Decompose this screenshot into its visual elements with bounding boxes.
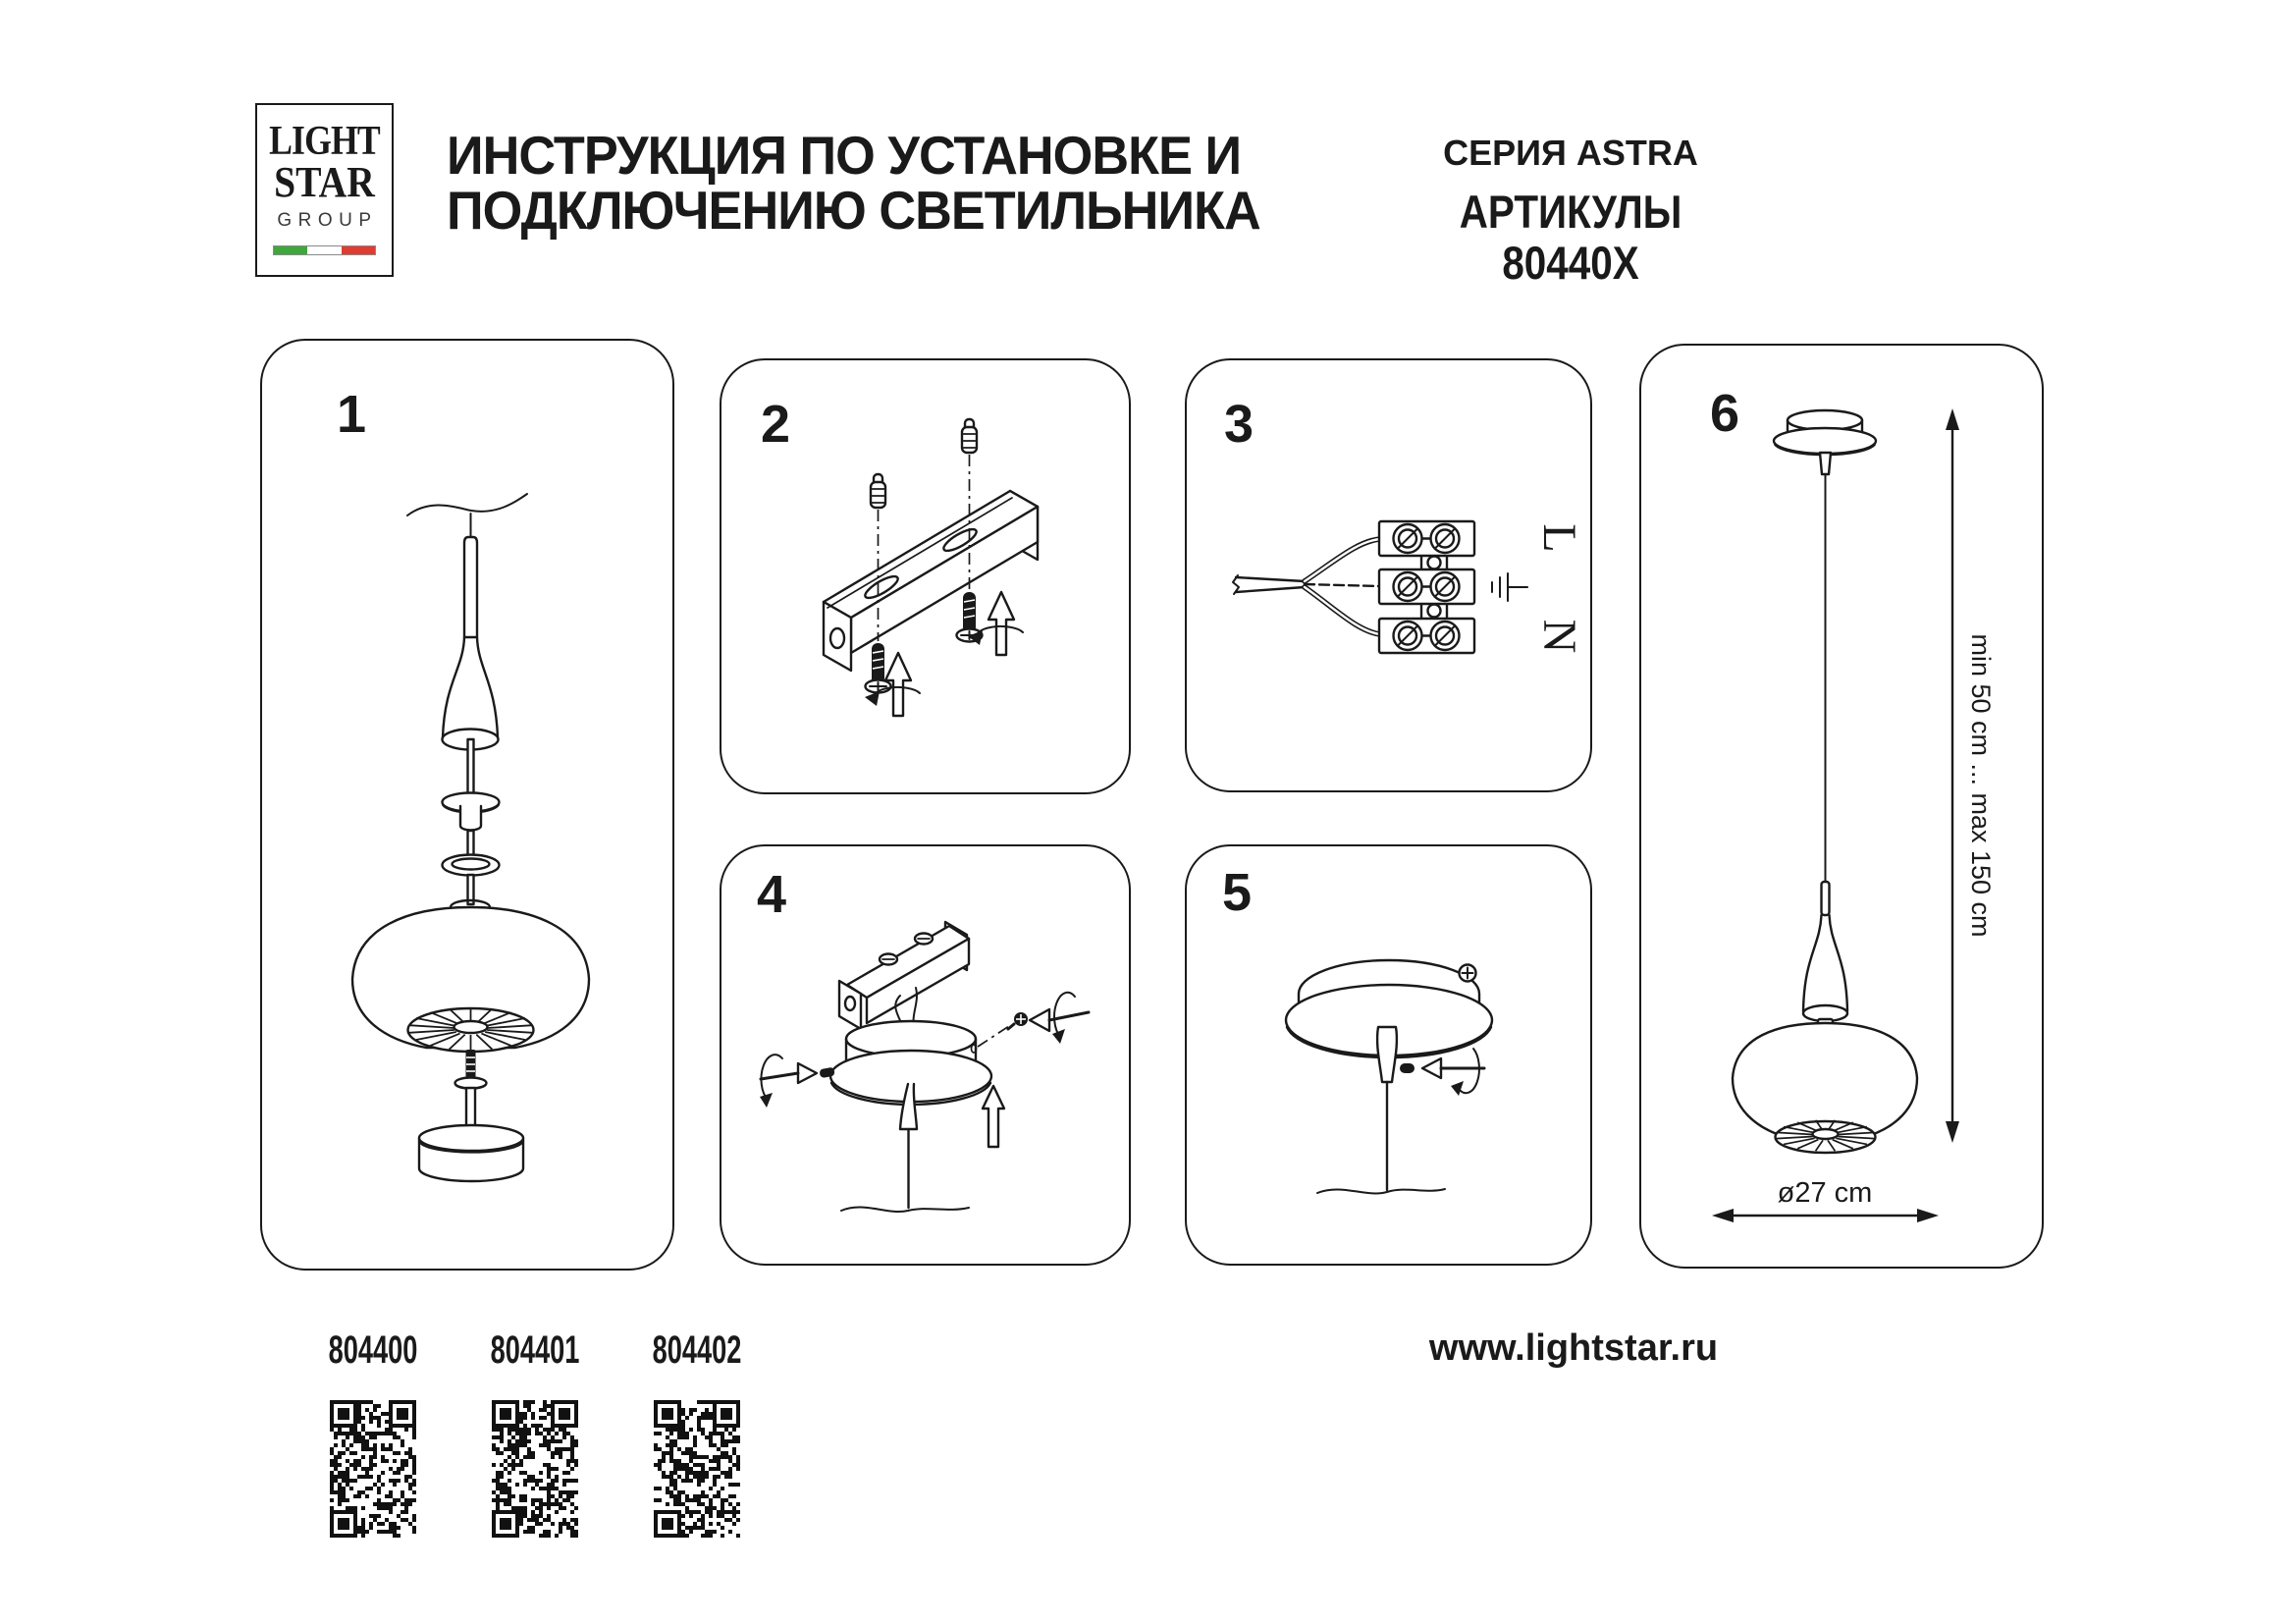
step-panel-2 bbox=[720, 358, 1131, 794]
step-panel-5 bbox=[1185, 844, 1592, 1266]
page-title bbox=[447, 125, 1286, 241]
earth-symbol bbox=[1492, 573, 1527, 601]
flag-white bbox=[307, 246, 341, 254]
articles-label: АРТИКУЛЫ 80440X bbox=[1459, 186, 1682, 289]
step3-wiring-diagram bbox=[1187, 360, 1590, 790]
step5-cord-adjustment-diagram bbox=[1187, 846, 1590, 1264]
step-number-3: 3 bbox=[1224, 395, 1255, 454]
step2-bracket-mounting-diagram bbox=[721, 360, 1129, 792]
neutral-wire-label: N bbox=[1533, 619, 1585, 654]
italy-flag-bar bbox=[273, 245, 376, 255]
flag-green bbox=[274, 246, 307, 254]
step-panel-6 bbox=[1639, 344, 2044, 1269]
height-range-label: min 50 cm ... max 150 cm bbox=[1966, 633, 1996, 938]
step6-assembled-lamp-dimensions-diagram bbox=[1641, 346, 2042, 1267]
step-number-4: 4 bbox=[757, 865, 787, 924]
title-line-2: ПОДКЛЮЧЕНИЮ СВЕТИЛЬНИКА bbox=[447, 180, 1260, 241]
step-number-2: 2 bbox=[761, 395, 791, 454]
series-label: СЕРИЯ ASTRA bbox=[1443, 133, 1698, 173]
article-code-804402: 804402 bbox=[652, 1328, 742, 1372]
step-panel-4 bbox=[720, 844, 1131, 1266]
article-code-804400: 804400 bbox=[328, 1328, 418, 1372]
flag-red bbox=[342, 246, 375, 254]
step1-exploded-lamp-diagram bbox=[262, 341, 672, 1269]
step-number-1: 1 bbox=[337, 385, 367, 444]
step-number-6: 6 bbox=[1710, 384, 1740, 443]
step4-canopy-mounting-diagram bbox=[721, 846, 1129, 1264]
article-code-804401: 804401 bbox=[490, 1328, 580, 1372]
logo-word-star: STAR bbox=[274, 158, 375, 206]
qr-code-804400 bbox=[330, 1400, 416, 1538]
diameter-label: ø27 cm bbox=[1777, 1177, 1873, 1209]
live-wire-label: L bbox=[1533, 523, 1585, 553]
title-line-1: ИНСТРУКЦИЯ ПО УСТАНОВКЕ И bbox=[447, 125, 1242, 186]
qr-code-804401 bbox=[492, 1400, 578, 1538]
logo-word-group: GROUP bbox=[277, 210, 378, 231]
step-panel-1 bbox=[260, 339, 674, 1271]
website-url: www.lightstar.ru bbox=[1428, 1327, 1719, 1369]
step-panel-3 bbox=[1185, 358, 1592, 792]
step-number-5: 5 bbox=[1222, 863, 1253, 922]
logo-word-light: LIGHT bbox=[269, 119, 380, 164]
qr-code-804402 bbox=[654, 1400, 740, 1538]
lightstar-logo bbox=[255, 103, 394, 277]
